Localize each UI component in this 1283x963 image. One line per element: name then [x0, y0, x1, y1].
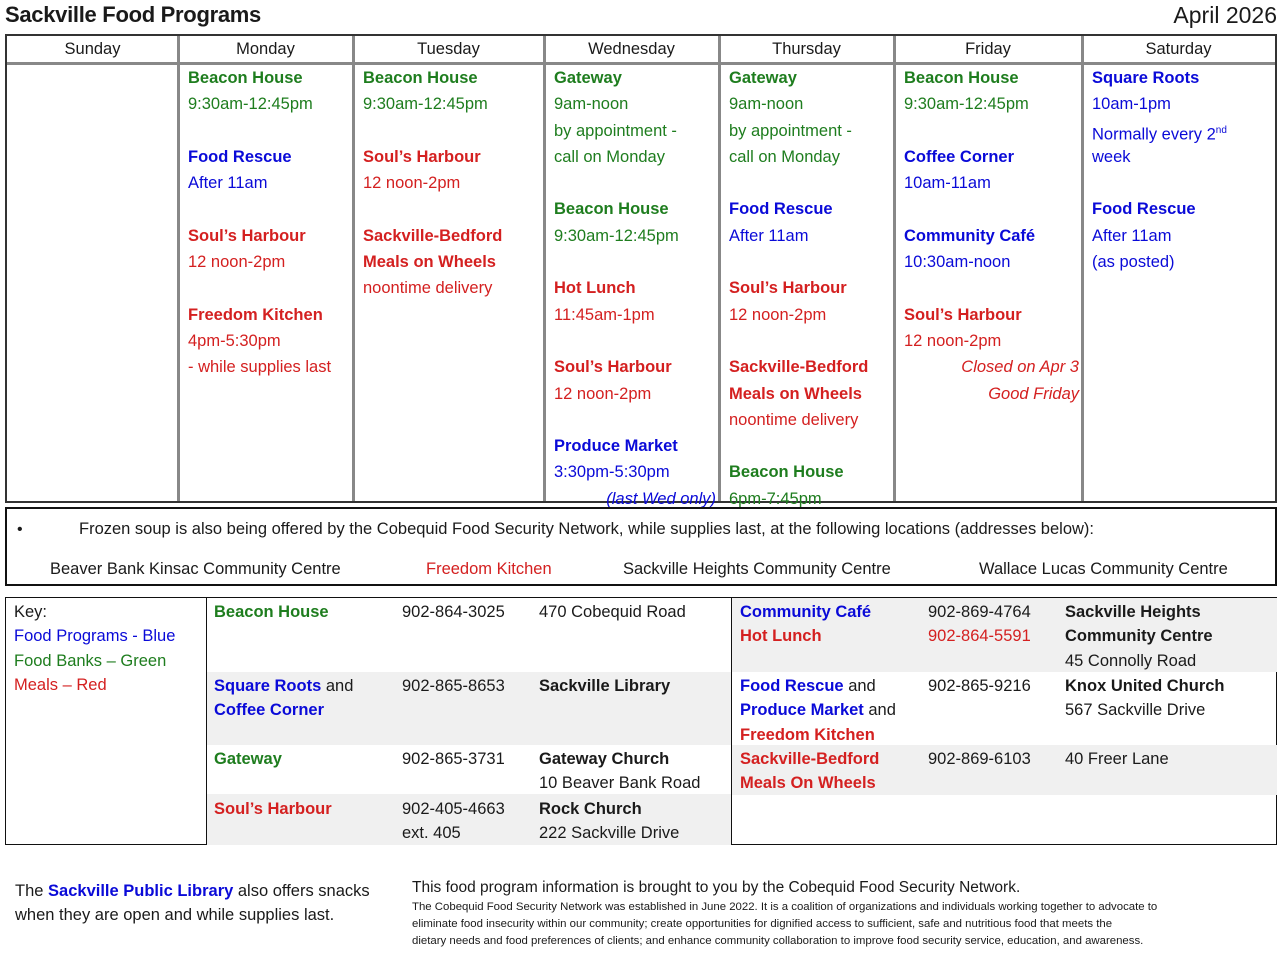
event-time: 12 noon-2pm: [363, 174, 461, 193]
event-name: Produce Market: [554, 437, 678, 456]
event-note: by appointment -: [729, 121, 852, 140]
event-name: Food Rescue: [1092, 200, 1196, 219]
program-name-part: Sackville-Bedford: [740, 750, 880, 768]
weekday-saturday: Saturday: [1145, 40, 1212, 58]
program-name: [740, 674, 896, 747]
soup-location: Wallace Lucas Community Centre: [979, 560, 1228, 578]
key-green: Food Banks – Green: [14, 651, 167, 670]
address-street: 567 Sackville Drive: [1065, 701, 1206, 720]
program-name-part: Food Rescue: [740, 677, 844, 695]
column-divider: [206, 598, 207, 844]
event-note: by appointment -: [554, 121, 677, 140]
program-name: [740, 747, 879, 796]
event-note: Good Friday: [988, 384, 1079, 403]
event-name: Coffee Corner: [904, 147, 1015, 166]
address-venue: Community Centre: [1065, 627, 1213, 646]
event-time: After 11am: [1092, 226, 1172, 245]
soup-location: Sackville Heights Community Centre: [623, 560, 891, 578]
program-name-part: Meals On Wheels: [740, 774, 876, 793]
event-time: 12 noon-2pm: [729, 305, 827, 324]
event-note-text: Normally every 2: [1092, 125, 1216, 144]
event-time: 9:30am-12:45pm: [363, 95, 488, 114]
network-info: [412, 879, 1157, 950]
program-name-part: Square Roots: [214, 677, 322, 695]
event-name: Food Rescue: [729, 200, 833, 219]
phone-ext: ext. 405: [402, 824, 461, 843]
day-tuesday: [355, 65, 543, 501]
day-saturday: [1084, 65, 1272, 501]
event-time: 9:30am-12:45pm: [554, 226, 679, 245]
library-text: also offers snacks: [233, 882, 370, 900]
ordinal-suffix: nd: [1215, 124, 1227, 136]
day-sunday: [7, 65, 175, 501]
event-name: Soul’s Harbour: [188, 226, 306, 245]
phone: [402, 797, 505, 846]
bullet-icon: •: [17, 521, 23, 538]
soup-text: Frozen soup is also being offered by the Cobequid Food Security Network, while supplies last, at the following locations (addresses below):: [79, 520, 1094, 538]
address: Sackville Library: [539, 677, 671, 695]
address-street: 10 Beaver Bank Road: [539, 774, 701, 793]
program-name: Gateway: [214, 750, 282, 768]
address-street: 45 Connolly Road: [1065, 651, 1197, 670]
weekday-sunday: Sunday: [64, 40, 121, 58]
event-time: After 11am: [729, 226, 809, 245]
event-name: Beacon House: [554, 200, 669, 219]
address: [539, 747, 700, 796]
phone: 902-869-6103: [928, 750, 1031, 768]
day-thursday: [721, 65, 893, 508]
event-name: Square Roots: [1092, 69, 1200, 87]
event-name: Community Café: [904, 226, 1036, 245]
conjunction: and: [863, 701, 896, 720]
program-name-part: Hot Lunch: [740, 627, 822, 646]
phone: 902-864-3025: [402, 603, 505, 621]
event-time: 12 noon-2pm: [554, 384, 652, 403]
key-red: Meals – Red: [14, 675, 107, 694]
address: [1065, 674, 1225, 723]
color-key: [14, 600, 175, 697]
event-time: 12 noon-2pm: [188, 253, 286, 272]
event-name: Gateway: [554, 69, 622, 87]
address-venue: Gateway Church: [539, 750, 670, 768]
phone: [928, 600, 1031, 649]
event-name: Food Rescue: [188, 147, 292, 166]
event-name: Soul’s Harbour: [904, 305, 1022, 324]
phone: 902-865-9216: [928, 677, 1031, 695]
event-note: call on Monday: [729, 147, 840, 166]
address: [1065, 600, 1213, 673]
key-title: Key:: [14, 603, 48, 621]
phone-number: 902-864-5591: [928, 627, 1031, 646]
program-name: Soul’s Harbour: [214, 800, 332, 818]
event-name: Beacon House: [188, 69, 303, 87]
info-title: This food program information is brought to you by the Cobequid Food Security Network.: [412, 879, 1021, 896]
weekday-friday: Friday: [965, 40, 1011, 58]
event-time: noontime delivery: [729, 410, 859, 429]
event-note: (last Wed only): [606, 489, 716, 508]
event-note: Closed on Apr 3: [961, 358, 1079, 377]
library-text: when they are open and while supplies last.: [15, 906, 335, 924]
event-time: 12 noon-2pm: [904, 331, 1002, 350]
event-name: Hot Lunch: [554, 279, 636, 298]
day-wednesday: [546, 65, 718, 508]
address-table: [5, 597, 1277, 845]
event-time: 10am-11am: [904, 174, 991, 193]
program-name-part: Coffee Corner: [214, 701, 325, 720]
conjunction: and: [843, 677, 876, 695]
address: 470 Cobequid Road: [539, 603, 686, 621]
program-name-part: Freedom Kitchen: [740, 725, 875, 744]
event-note: call on Monday: [554, 147, 665, 166]
info-line: dietary needs and food preferences of clients; and enhance community collaboration to improve food security service, education, and awareness.: [412, 935, 1144, 947]
event-time: 4pm-5:30pm: [188, 331, 281, 350]
conjunction: and: [321, 677, 354, 695]
event-name: Soul’s Harbour: [729, 279, 847, 298]
event-name: Sackville-Bedford: [729, 358, 869, 377]
info-body: [412, 899, 1157, 950]
address-street: 222 Sackville Drive: [539, 824, 680, 843]
page-title: Sackville Food Programs: [5, 2, 261, 27]
event-name: Beacon House: [729, 463, 844, 482]
calendar-grid: [5, 34, 1277, 508]
event-time: 9:30am-12:45pm: [904, 95, 1029, 114]
library-text: The: [15, 882, 49, 900]
program-name: [740, 600, 871, 649]
month-label: April 2026: [1173, 2, 1277, 28]
event-time: 11:45am-1pm: [554, 305, 655, 324]
event-time: 3:30pm-5:30pm: [554, 463, 670, 482]
event-time: 6pm-7:45pm: [729, 489, 822, 508]
address: 40 Freer Lane: [1065, 750, 1169, 768]
address-venue: Sackville Heights: [1065, 603, 1201, 621]
event-name: Soul’s Harbour: [363, 147, 481, 166]
event-note: [1092, 118, 1272, 144]
event-name: Beacon House: [363, 69, 478, 87]
weekday-monday: Monday: [236, 40, 295, 58]
address-venue: Knox United Church: [1065, 677, 1225, 695]
program-name-part: Produce Market: [740, 701, 864, 720]
event-time: 10:30am-noon: [904, 253, 1011, 272]
info-line: eliminate food insecurity within our community; create opportunities for dignified access to sufficient, safe and nutritious food that meets the: [412, 918, 1113, 930]
event-note: (as posted): [1092, 253, 1175, 272]
library-note: [15, 879, 370, 927]
event-time: 9am-noon: [554, 95, 629, 114]
weekday-thursday: Thursday: [772, 40, 841, 58]
event-name: Meals on Wheels: [363, 253, 496, 272]
event-time: 9:30am-12:45pm: [188, 95, 313, 114]
event-time: 10am-1pm: [1092, 95, 1171, 114]
day-friday: [896, 65, 1081, 501]
event-name: Meals on Wheels: [729, 384, 862, 403]
event-time: noontime delivery: [363, 279, 493, 298]
library-link: Sackville Public Library: [48, 882, 234, 900]
day-monday: [180, 65, 350, 501]
program-name: [214, 674, 353, 723]
phone: 902-865-8653: [402, 677, 505, 695]
weekday-tuesday: Tuesday: [417, 40, 480, 58]
event-time: After 11am: [188, 174, 268, 193]
program-name: Beacon House: [214, 603, 329, 621]
phone: 902-865-3731: [402, 750, 505, 768]
phone-number: 902-405-4663: [402, 800, 505, 818]
info-line: The Cobequid Food Security Network was established in June 2022. It is a coalition of organizations and individuals working together to advocate to: [412, 901, 1158, 913]
frozen-soup-notice: [5, 507, 1277, 586]
column-divider: [731, 598, 732, 844]
soup-location: Freedom Kitchen: [426, 560, 552, 578]
soup-location: Beaver Bank Kinsac Community Centre: [50, 560, 341, 578]
event-name: Gateway: [729, 69, 797, 87]
weekday-header-row: [7, 36, 1275, 65]
event-note: week: [1092, 147, 1131, 166]
phone-number: 902-869-4764: [928, 603, 1031, 621]
event-note: - while supplies last: [188, 358, 332, 377]
event-name: Soul’s Harbour: [554, 358, 672, 377]
address: [539, 797, 679, 846]
event-name: Sackville-Bedford: [363, 226, 503, 245]
key-blue: Food Programs - Blue: [14, 627, 176, 646]
weekday-wednesday: Wednesday: [588, 40, 675, 58]
program-name-part: Community Café: [740, 603, 872, 621]
event-name: Freedom Kitchen: [188, 305, 323, 324]
address-venue: Rock Church: [539, 800, 642, 818]
event-name: Beacon House: [904, 69, 1019, 87]
event-time: 9am-noon: [729, 95, 804, 114]
